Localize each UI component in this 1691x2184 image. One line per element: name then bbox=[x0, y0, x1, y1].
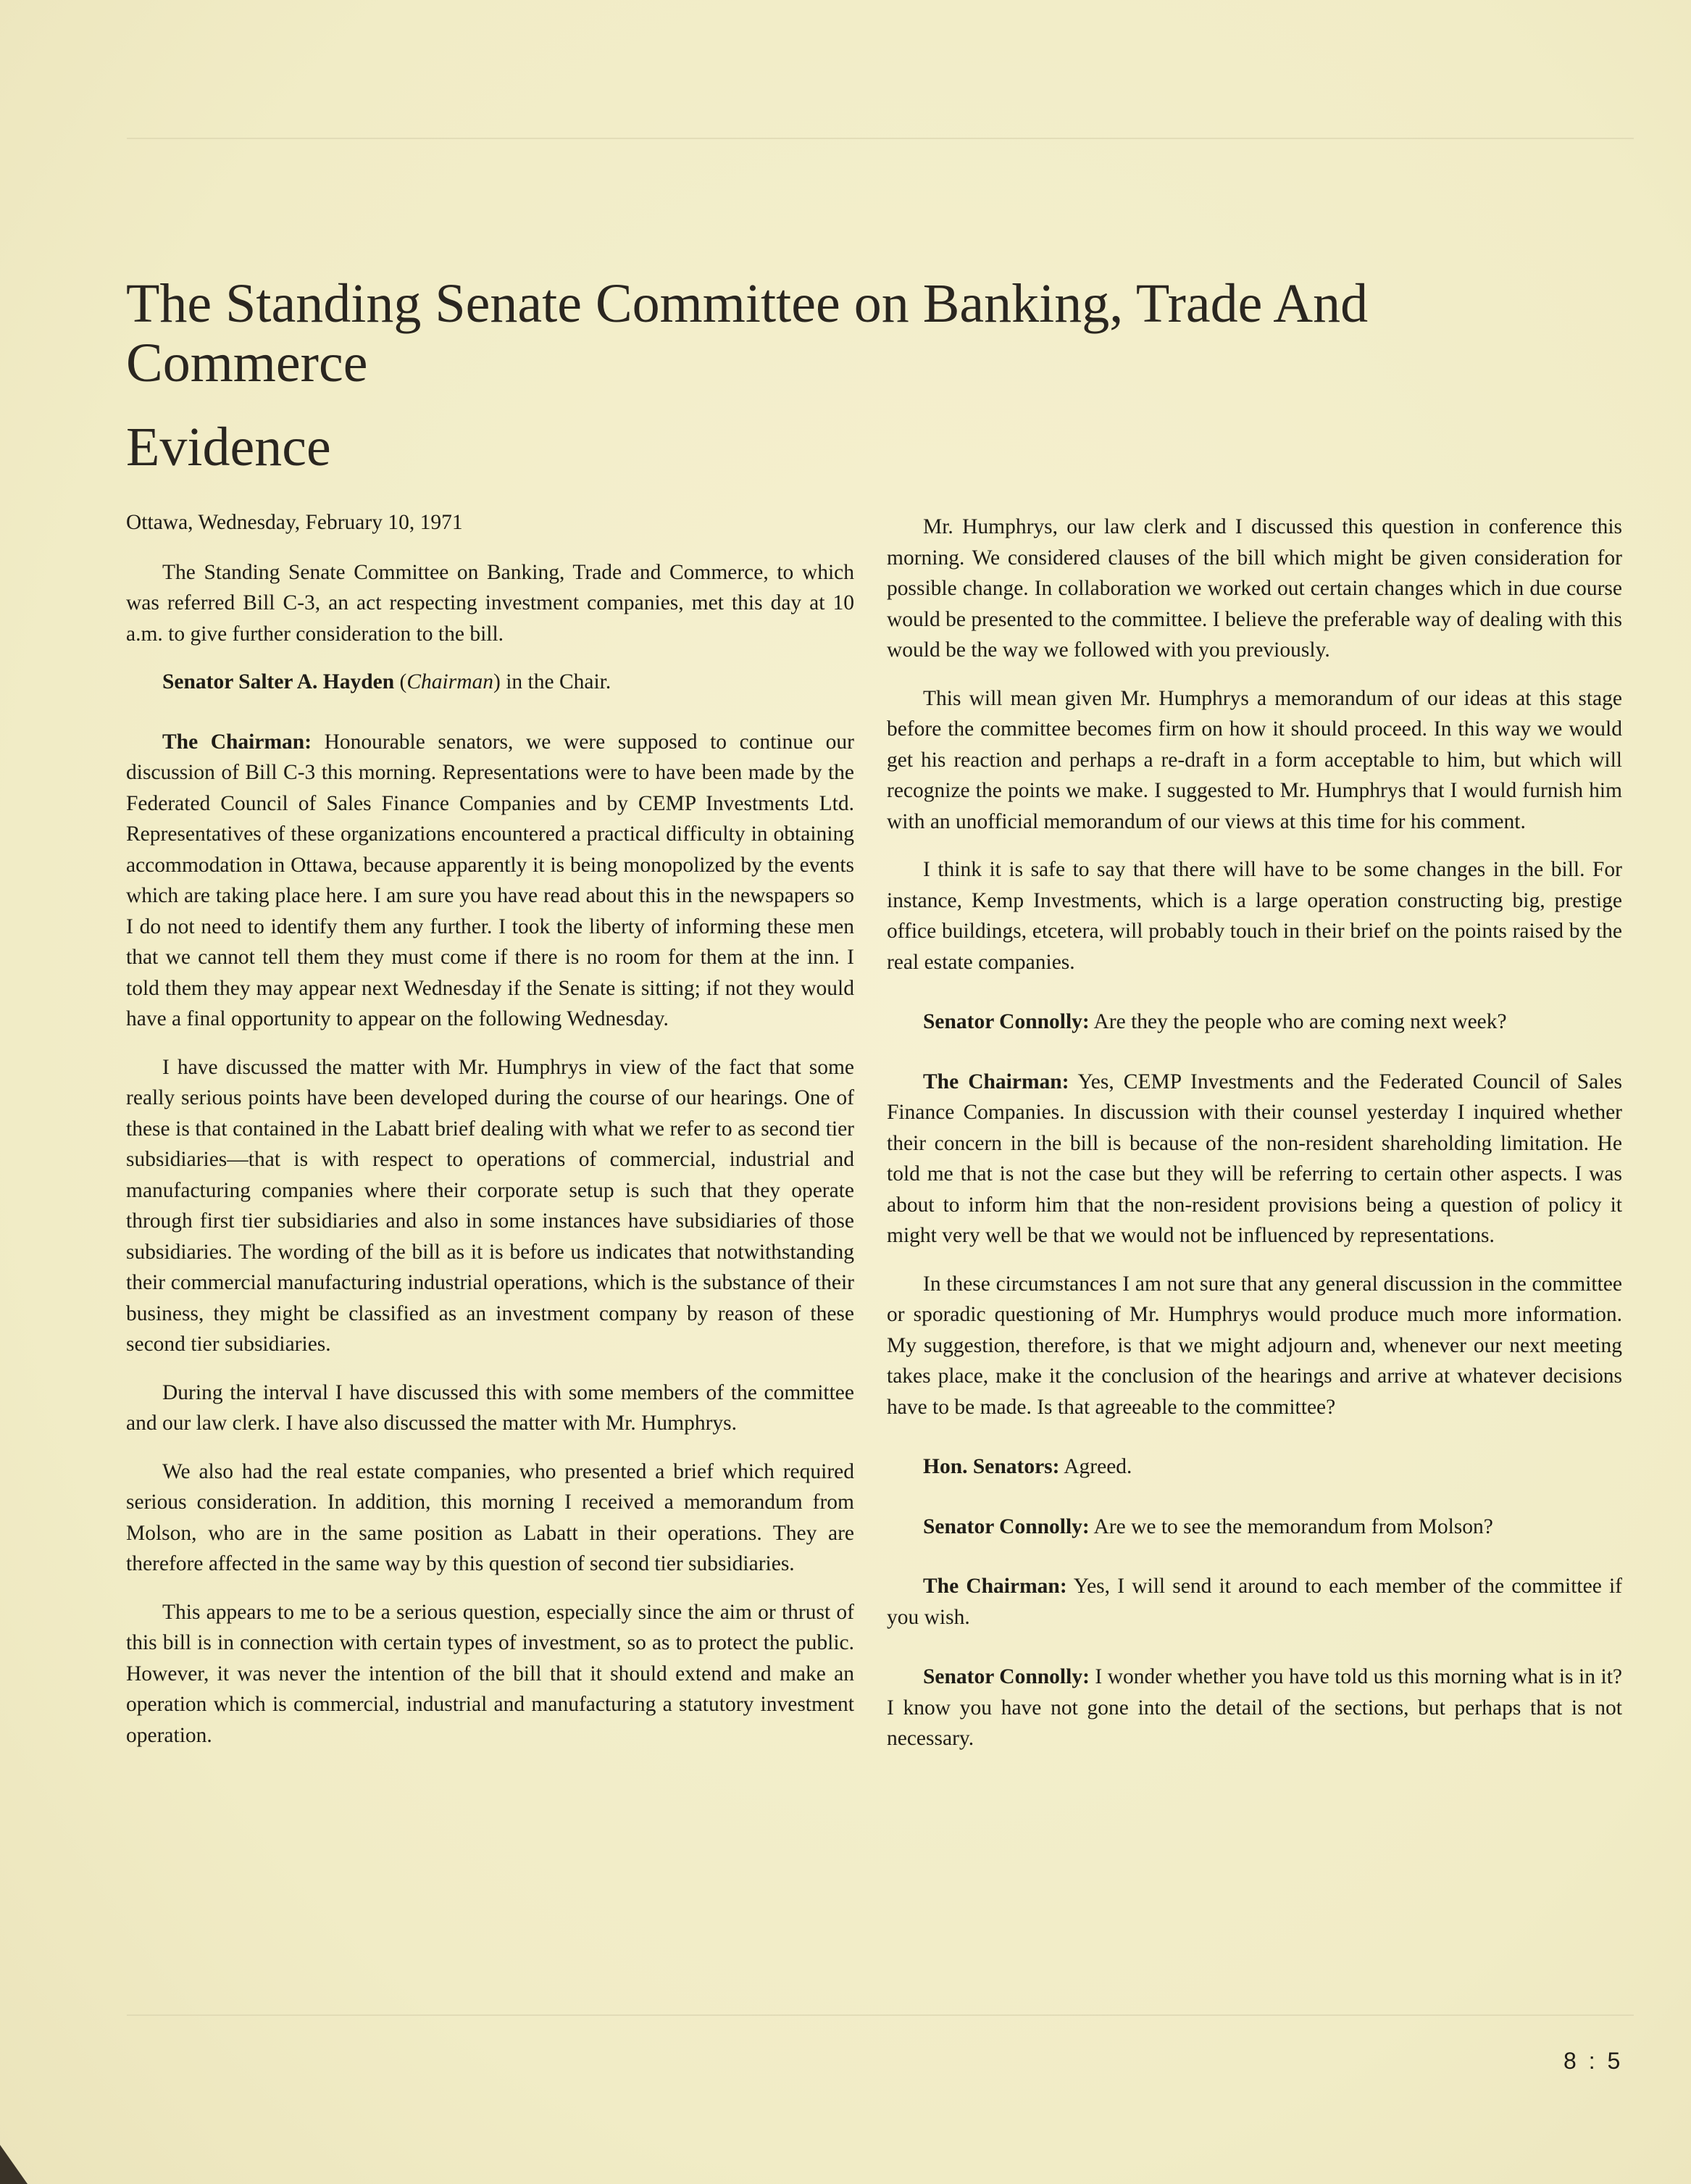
speaker-name: Senator Connolly: bbox=[923, 1514, 1090, 1538]
speech-text: Honourable senators, we were supposed to continue our discussion of Bill C-3 this morning. Representations were to have been made by the Federated Council of Sales Finance Companies and by CEMP Investments Ltd. Representatives of these organizations encountered a practical difficulty in obtaining accommodation in Ottawa, because apparently it is being monopolized by the events which are taking place here. I am sure you have read about this in the newspapers so I do not need to identify them any further. I took the liberty of informing these men that we cannot tell them they must come if there is no room for them at the inn. I told them they may appear next Wednesday if the Senate is sitting; if not they would have a final opportunity to appear on the following Wednesday. bbox=[126, 730, 855, 1030]
chair-line: Senator Salter A. Hayden (Chairman) in the Chair. bbox=[162, 670, 611, 693]
speech-text: Yes, I will send it around to each member of the committee if you wish. bbox=[887, 1575, 1622, 1629]
section-heading: Evidence bbox=[126, 417, 331, 478]
paragraph: We also had the real estate companies, who presented a brief which required serious consideration. In addition, this morning I received a memorandum from Molson, who are in the same position as Labatt in their operations. They are therefore affected in the same way by this question of second tier subsidiaries. bbox=[126, 1459, 854, 1575]
left-column bbox=[126, 507, 854, 1768]
page-title: The Standing Senate Committee on Banking, Trade And Commerce bbox=[126, 273, 1369, 393]
speaker-name: Senator Connolly: bbox=[923, 1665, 1090, 1688]
speaker-name: The Chairman: bbox=[162, 730, 312, 754]
speaker-name: Hon. Senators: bbox=[923, 1455, 1060, 1478]
paragraph: I have discussed the matter with Mr. Humphrys in view of the fact that some really serious points have been developed during the course of our hearings. One of these is that contained in the Labatt brief dealing with what we refer to as second tier subsidiaries—that is with respect to operations of commercial, industrial and manufacturing companies where their corporate setup is such that they operate through first tier subsidiaries and also in some instances have subsidiaries of those subsidiaries. The wording of the bill as it is before us indicates that notwithstanding their commercial manufacturing industrial operations, which is the substance of their business, they might be classified as an investment company by reason of these second tier subsidiaries. bbox=[126, 1055, 854, 1356]
paragraph bbox=[887, 1512, 1622, 1543]
paragraph: This will mean given Mr. Humphrys a memorandum of our ideas at this stage before the committee becomes firm on how it should proceed. In this way we would get his reaction and perhaps a re-draft in a form acceptable to him, but which will recognize the points we make. I suggested to Mr. Humphrys that I would furnish him with an unofficial memorandum of our views at this time for his comment. bbox=[887, 686, 1622, 833]
speaker-name: Senator Connolly: bbox=[923, 1010, 1090, 1033]
paragraph bbox=[887, 1571, 1622, 1633]
paragraph bbox=[887, 1662, 1622, 1754]
chair-role: Chairman bbox=[406, 670, 494, 693]
paragraph: In these circumstances I am not sure that any general discussion in the committee or sporadic questioning of Mr. Humphrys would produce much more information. My suggestion, therefore, is that we might adjourn and, whenever our next meeting takes place, make it the conclusion of the hearings and arrive at whatever decisions have to be made. Is that agreeable to the committee? bbox=[887, 1272, 1622, 1419]
paragraph bbox=[126, 727, 854, 1035]
speech-text: Are we to see the memorandum from Molson? bbox=[1089, 1514, 1493, 1538]
paragraph bbox=[887, 1006, 1622, 1038]
page-corner-shadow bbox=[0, 2145, 28, 2184]
speaker-name: Senator Salter A. Hayden bbox=[162, 670, 395, 693]
page-number: 8 : 5 bbox=[1563, 2048, 1624, 2074]
speech-text: Are they the people who are coming next week? bbox=[1089, 1010, 1507, 1033]
right-column bbox=[887, 512, 1622, 1772]
paragraph: Mr. Humphrys, our law clerk and I discussed this question in conference this morning. We considered clauses of the bill which might be given consideration for possible change. In collaboration we worked out certain changes which in due course would be presented to the committee. I believe the preferable way of dealing with this would be the way we followed with you previously. bbox=[887, 515, 1622, 662]
paragraph: The Standing Senate Committee on Banking, Trade and Commerce, to which was referred Bill C-3, an act respecting investment companies, met this day at 10 a.m. to give further consideration to the bill. bbox=[126, 560, 854, 646]
speaker-name: The Chairman: bbox=[923, 1575, 1067, 1598]
paragraph: During the interval I have discussed this with some members of the committee and our law clerk. I have also discussed the matter with Mr. Humphrys. bbox=[126, 1380, 854, 1435]
paragraph: This appears to me to be a serious question, especially since the aim or thrust of this bill is in connection with certain types of investment, so as to protect the public. However, it was never the intention of the bill that it should extend and make an operation which is commercial, industrial and manufacturing a statutory investment operation. bbox=[126, 1600, 854, 1747]
paragraph bbox=[887, 1451, 1622, 1483]
bleed-through-rule bbox=[127, 2014, 1634, 2016]
speech-text: Yes, CEMP Investments and the Federated Council of Sales Finance Companies. In discussion with their counsel yesterday I inquired whether their concern in the bill is because of the non-resident shareholding limitation. He told me that is not the case but they will be referring to certain other aspects. I was about to inform him that the non-resident provisions being a question of policy it might very well be that we would not be influenced by representations. bbox=[887, 1070, 1622, 1247]
paragraph: I think it is safe to say that there will have to be some changes in the bill. For instance, Kemp Investments, which is a large operation constructing big, prestige office buildings, etcetera, will probably touch in their brief on the points raised by the real estate companies. bbox=[887, 858, 1622, 974]
speaker-name: The Chairman: bbox=[923, 1070, 1069, 1093]
bleed-through-rule bbox=[127, 138, 1634, 139]
dateline: Ottawa, Wednesday, February 10, 1971 bbox=[126, 511, 463, 534]
chair-tail: in the Chair. bbox=[500, 670, 611, 693]
speech-text: I wonder whether you have told us this morning what is in it? I know you have not gone into the detail of the sections, but perhaps that is not necessary. bbox=[887, 1665, 1622, 1750]
speech-text: Agreed. bbox=[1059, 1455, 1132, 1478]
paragraph bbox=[887, 1067, 1622, 1251]
